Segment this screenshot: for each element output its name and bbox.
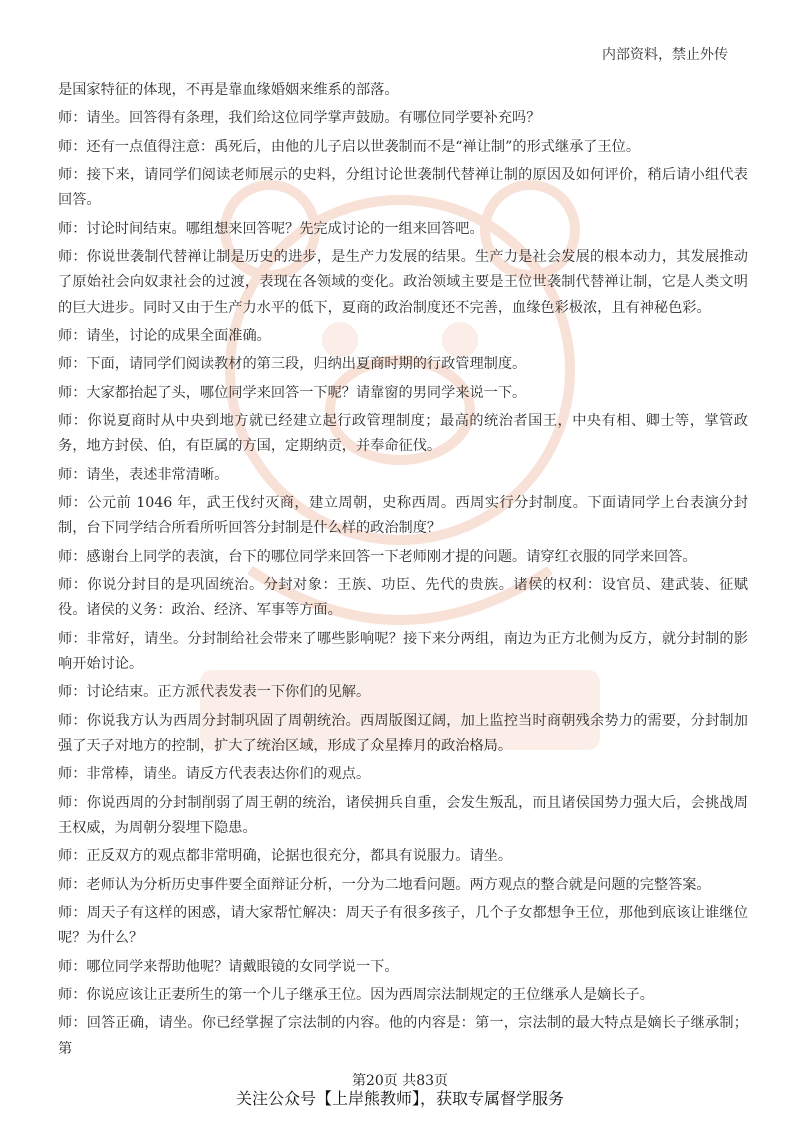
paragraph: 师：哪位同学来帮助他呢？请戴眼镜的女同学说一下。	[58, 958, 399, 975]
paragraph: 师：你说世袭制代替禅让制是历史的进步，是生产力发展的结果。生产力是社会发展的根本动力，其发展推动了原始社会向奴隶社会的过渡，表现在各领域的变化。政治领域主要是王位世袭制代替禅让制，它是人类文明的巨大进步。同时又由于生产力水平的低下，夏商的政治制度还不完善，血缘色彩极浓，且有神秘色彩。	[58, 249, 748, 316]
paragraph: 师：讨论结束。正方派代表发表一下你们的见解。	[58, 684, 371, 701]
page-number: 第20页 共83页	[351, 1073, 449, 1089]
paragraph: 师：讨论时间结束。哪组想来回答呢？先完成讨论的一组来回答吧。	[58, 220, 484, 237]
paragraph: 师：你说夏商时从中央到地方就已经建立起行政管理制度；最高的统治者国王，中央有相、卿士等，掌管政务，地方封侯、伯，有臣属的方国，定期纳贡，并奉命征伐。	[58, 413, 748, 455]
paragraph: 师：非常棒，请坐。请反方代表表达你们的观点。	[58, 766, 371, 783]
paragraph: 师：非常好，请坐。分封制给社会带来了哪些影响呢？接下来分两组，南边为正方北侧为反方，就分封制的影响开始讨论。	[58, 630, 748, 672]
paragraph: 师：请坐，表述非常清晰。	[58, 466, 229, 483]
paragraph: 师：周天子有这样的困惑，请大家帮忙解决：周天子有很多孩子，几个子女都想争王位，那他到底该让谁继位呢？为什么？	[58, 905, 748, 947]
paragraph: 是国家特征的体现，不再是靠血缘婚姻来维系的部落。	[58, 82, 399, 98]
paragraph: 师：你说应该让正妻所生的第一个儿子继承王位。因为西周宗法制规定的王位继承人是嫡长子。	[58, 987, 654, 1004]
paragraph: 师：下面，请同学们阅读教材的第三段，归纳出夏商时期的行政管理制度。	[58, 356, 527, 373]
paragraph: 师：你说西周的分封制削弱了周王朝的统治，诸侯拥兵自重，会发生叛乱，而且诸侯国势力强大后，会挑战周王权威，为周朝分裂埋下隐患。	[58, 794, 748, 836]
promo-footer: 关注公众号【上岸熊教师】，获取专属督学服务	[235, 1089, 564, 1108]
transcript-body	[58, 78, 748, 1065]
paragraph: 师：正反双方的观点都非常明确，论据也很充分，都具有说服力。请坐。	[58, 848, 513, 865]
paragraph: 师：老师认为分析历史事件要全面辩证分析，一分为二地看问题。两方观点的整合就是问题的完整答案。	[58, 876, 711, 893]
paragraph: 师：你说分封目的是巩固统治。分封对象：王族、功臣、先代的贵族。诸侯的权利：设官员、建武装、征赋役。诸侯的义务：政治、经济、军事等方面。	[58, 577, 748, 619]
paragraph: 师：你说我方认为西周分封制巩固了周朝统治。西周版图辽阔，加上监控当时商朝残余势力的需要，分封制加强了天子对地方的控制，扩大了统治区域，形成了众星捧月的政治格局。	[58, 712, 748, 754]
confidential-header: 内部资料，禁止外传	[602, 47, 728, 63]
paragraph: 师：请坐，讨论的成果全面准确。	[58, 327, 271, 344]
paragraph: 师：感谢台上同学的表演，台下的哪位同学来回答一下老师刚才提的问题。请穿红衣服的同学来回答。	[58, 548, 697, 565]
paragraph: 师：公元前 1046 年，武王伐纣灭商，建立周朝，史称西周。西周实行分封制度。下面请同学上台表演分封制，台下同学结合所看所听回答分封制是什么样的政治制度？	[58, 495, 748, 537]
paragraph: 师：请坐。回答得有条理，我们给这位同学掌声鼓励。有哪位同学要补充吗？	[58, 110, 541, 127]
paragraph: 师：接下来，请同学们阅读老师展示的史料，分组讨论世袭制代替禅让制的原因及如何评价，稍后请小组代表回答。	[58, 167, 748, 209]
paragraph: 师：大家都抬起了头，哪位同学来回答一下呢？请靠窗的男同学来说一下。	[58, 384, 527, 401]
paragraph: 师：还有一点值得注意：禹死后，由他的儿子启以世袭制而不是“禅让制”的形式继承了王位。	[58, 138, 641, 155]
paragraph: 师：回答正确，请坐。你已经掌握了宗法制的内容。他的内容是：第一，宗法制的最大特点是嫡长子继承制；第	[58, 1015, 748, 1057]
